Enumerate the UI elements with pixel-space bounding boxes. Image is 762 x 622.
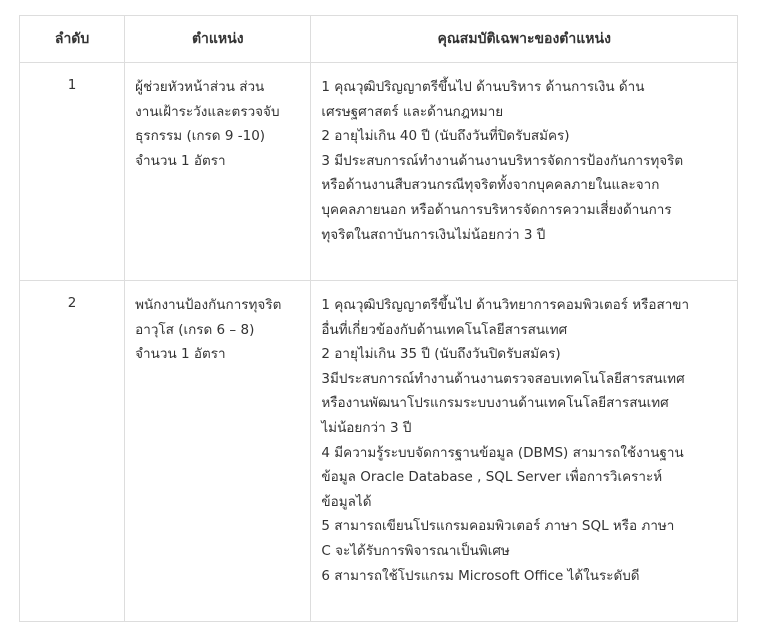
qualification-line: 3 มีประสบการณ์ทำงานด้านงานบริหารจัดการป้องกันการทุจริต	[321, 152, 684, 169]
qualification-line: 5 สามารถเขียนโปรแกรมคอมพิวเตอร์ ภาษา SQL หรือ ภาษา	[321, 518, 675, 535]
position-cell	[125, 281, 311, 622]
position-line: จำนวน 1 อัตรา	[135, 152, 226, 169]
position-line: พนักงานป้องกันการทุจริต	[135, 297, 282, 313]
row-number: 2	[20, 281, 125, 622]
position-cell	[125, 63, 311, 281]
qualification-line: 3มีประสบการณ์ทำงานด้านงานตรวจสอบเทคโนโลยีสารสนเทศ	[321, 370, 685, 387]
qualification-line: 6 สามารถใช้โปรแกรม Microsoft Office ได้ในระดับดี	[321, 567, 640, 584]
position-line: ธุรกรรม (เกรด 9 -10)	[135, 128, 266, 145]
qualification-line: เศรษฐศาสตร์ และด้านกฎหมาย	[321, 103, 504, 120]
qualification-line: อื่นที่เกี่ยวข้องกับด้านเทคโนโลยีสารสนเทศ	[321, 321, 568, 338]
row-number: 1	[20, 63, 125, 281]
qualification-line: ข้อมูล Oracle Database , SQL Server เพื่อการวิเคราะห์	[321, 469, 663, 486]
qualification-line: บุคคลภายนอก หรือด้านการบริหารจัดการความเสี่ยงด้านการ	[321, 201, 672, 218]
header-number: ลำดับ	[20, 16, 125, 63]
table-row	[20, 281, 738, 622]
position-line: ผู้ช่วยหัวหน้าส่วน ส่วน	[135, 79, 265, 95]
position-line: จำนวน 1 อัตรา	[135, 346, 226, 363]
qualification-line: หรือด้านงานสืบสวนกรณีทุจริตทั้งจากบุคคลภายในและจาก	[321, 177, 660, 194]
qualification-line: 1 คุณวุฒิปริญญาตรีขึ้นไป ด้านบริหาร ด้านการเงิน ด้าน	[321, 79, 645, 95]
table-header-row	[20, 16, 738, 63]
header-qualifications: คุณสมบัติเฉพาะของตำแหน่ง	[311, 16, 738, 63]
qualification-line: C จะได้รับการพิจารณาเป็นพิเศษ	[321, 542, 510, 559]
position-line: อาวุโส (เกรด 6 – 8)	[135, 321, 255, 338]
qualification-line: หรืองานพัฒนาโปรแกรมระบบงานด้านเทคโนโลยีสารสนเทศ	[321, 395, 669, 412]
qualification-line: 2 อายุไม่เกิน 35 ปี (นับถึงวันปิดรับสมัคร)	[321, 346, 561, 363]
qualification-cell	[311, 281, 738, 622]
qualification-line: ทุจริตในสถาบันการเงินไม่น้อยกว่า 3 ปี	[321, 226, 546, 243]
header-position: ตำแหน่ง	[125, 16, 311, 63]
qualification-line: ไม่น้อยกว่า 3 ปี	[321, 419, 412, 436]
qualification-cell	[311, 63, 738, 281]
qualification-line: 1 คุณวุฒิปริญญาตรีขึ้นไป ด้านวิทยาการคอมพิวเตอร์ หรือสาขา	[321, 297, 690, 313]
job-qualification-table	[19, 15, 738, 622]
qualification-line: 2 อายุไม่เกิน 40 ปี (นับถึงวันที่ปิดรับสมัคร)	[321, 128, 570, 145]
qualification-line: ข้อมูลได้	[321, 493, 372, 510]
qualification-line: 4 มีความรู้ระบบจัดการฐานข้อมูล (DBMS) สามารถใช้งานฐาน	[321, 444, 684, 461]
position-line: งานเฝ้าระวังและตรวจจับ	[135, 103, 280, 120]
table-row	[20, 63, 738, 281]
